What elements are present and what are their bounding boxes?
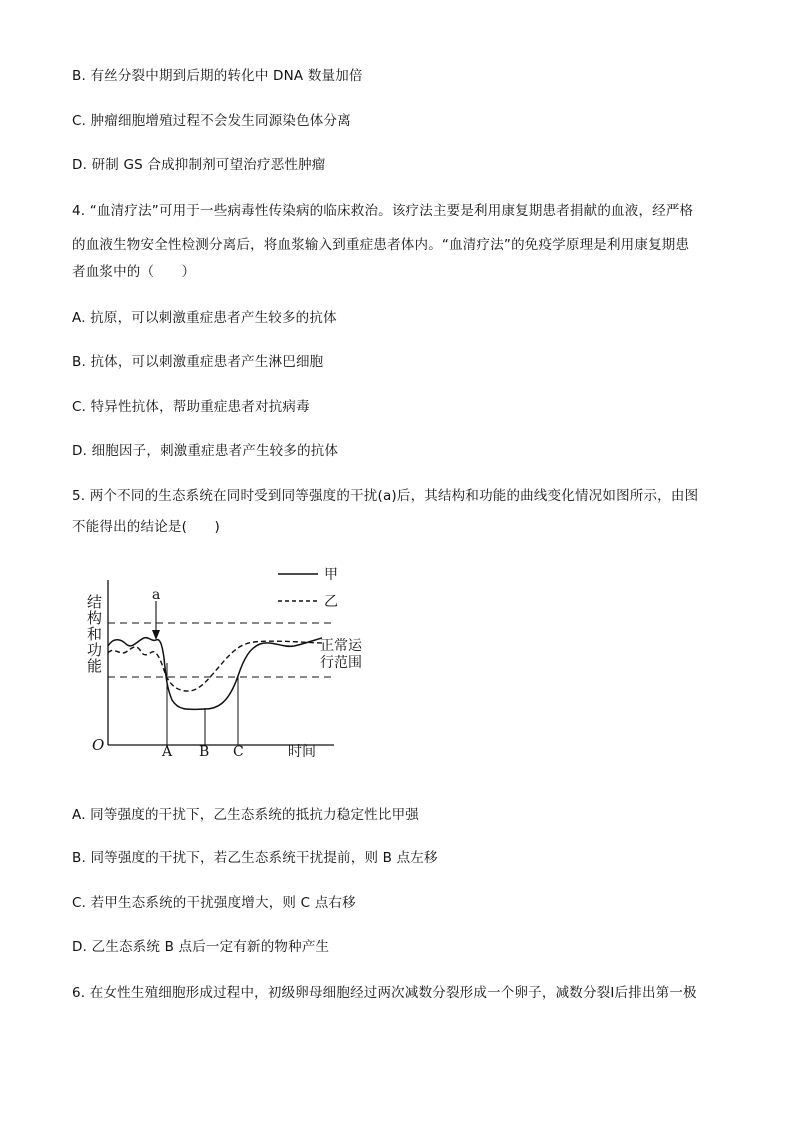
q5-option-d: D. 乙生态系统 B 点后一定有新的物种产生	[72, 939, 330, 955]
arrow-head-icon	[152, 630, 160, 640]
x-tick-A: A	[162, 744, 173, 760]
curve-yi	[108, 641, 322, 691]
q4-option-c: C. 特异性抗体，帮助重症患者对抗病毒	[72, 399, 310, 415]
q4-stem-line-2: 的血液生物安全性检测分离后，将血浆输入到重症患者体内。“血清疗法”的免疫学原理是利用康复期患	[72, 237, 690, 253]
legend-jia-label: 甲	[324, 567, 338, 583]
normal-range-label-1: 正常运	[320, 638, 362, 654]
curve-jia	[108, 638, 322, 710]
x-tick-C: C	[233, 744, 244, 760]
q4-option-a: A. 抗原，可以刺激重症患者产生较多的抗体	[72, 310, 337, 326]
legend-yi-label: 乙	[324, 594, 338, 610]
q5-stem-line-2: 不能得出的结论是( )	[72, 519, 220, 535]
q4-stem-line-3: 者血浆中的（ ）	[72, 264, 196, 280]
q3-option-d: D. 研制 GS 合成抑制剂可望治疗恶性肿瘤	[72, 157, 326, 173]
y-axis-label: 结构和功能	[85, 594, 103, 674]
q5-stem-line-1: 5. 两个不同的生态系统在同时受到同等强度的干扰(a)后，其结构和功能的曲线变化情况如图所示，由图	[72, 488, 699, 504]
origin-label: O	[92, 736, 105, 754]
q5-option-a: A. 同等强度的干扰下，乙生态系统的抵抗力稳定性比甲强	[72, 807, 419, 823]
q3-option-c: C. 肿瘤细胞增殖过程不会发生同源染色体分离	[72, 113, 351, 129]
arrow-label: a	[152, 587, 161, 603]
q3-option-b: B. 有丝分裂中期到后期的转化中 DNA 数量加倍	[72, 68, 363, 84]
q4-option-b: B. 抗体，可以刺激重症患者产生淋巴细胞	[72, 354, 324, 370]
x-axis-label: 时间	[288, 744, 316, 760]
normal-range-label-2: 行范围	[320, 655, 362, 671]
q5-option-b: B. 同等强度的干扰下，若乙生态系统干扰提前，则 B 点左移	[72, 850, 438, 866]
q4-option-d: D. 细胞因子，刺激重症患者产生较多的抗体	[72, 443, 339, 459]
q5-option-c: C. 若甲生态系统的干扰强度增大，则 C 点右移	[72, 895, 356, 911]
x-tick-B: B	[199, 744, 210, 760]
q6-stem-line-1: 6. 在女性生殖细胞形成过程中，初级卵母细胞经过两次减数分裂形成一个卵子，减数分裂Ⅰ后排出第一极	[72, 985, 697, 1001]
ecosystem-stability-figure	[82, 558, 362, 763]
q4-stem-line-1: 4. “血清疗法”可用于一些病毒性传染病的临床救治。该疗法主要是利用康复期患者捐献的血液，经严格	[72, 203, 694, 219]
